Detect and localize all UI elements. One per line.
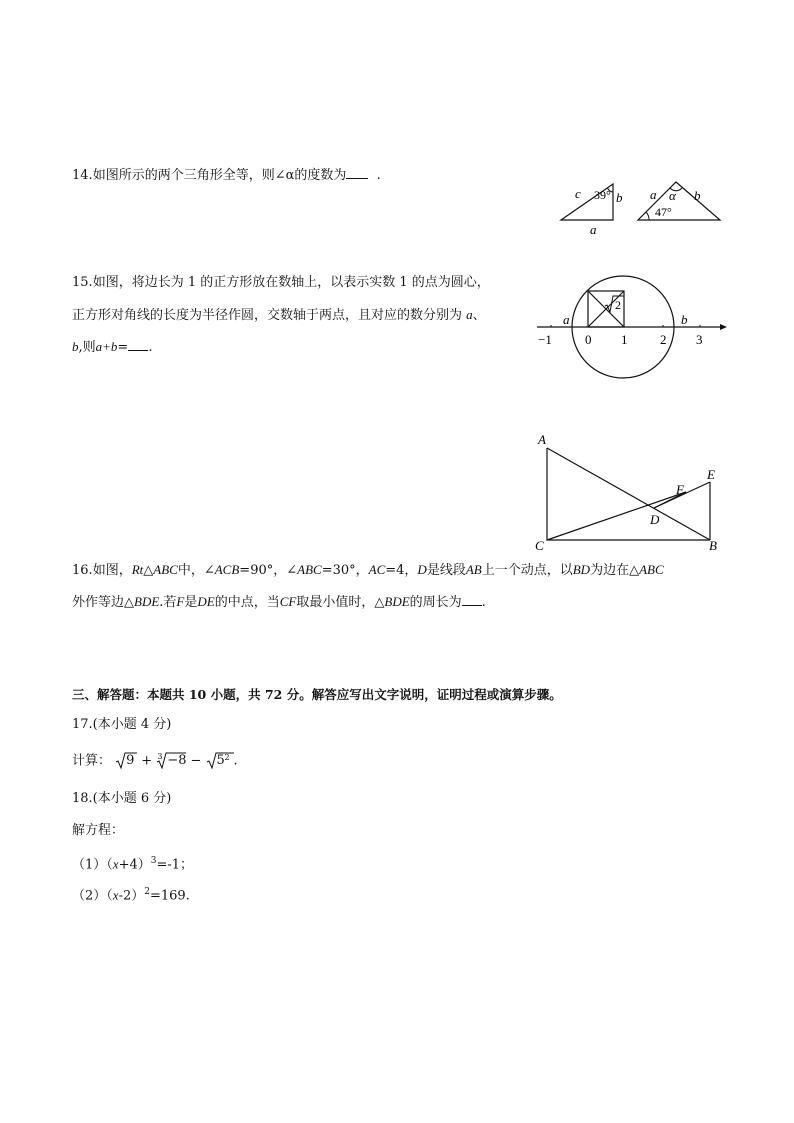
q15-line1: 如图，将边长为 1 的正方形放在数轴上，以表示实数 1 的点为圆心， (92, 275, 490, 290)
q15-var-b: b (72, 339, 79, 354)
q14-label-b1: b (616, 190, 623, 205)
q17-minus: − (190, 753, 202, 769)
q18-equation-2: $(2)(x-2)^2=169$. (72, 887, 190, 904)
q14-triangle-right (638, 182, 720, 220)
q16-text: 的中点，当 (214, 595, 280, 610)
q17-cbrt-neg8: 3 −8 (157, 752, 187, 768)
q17-title: 17.(本小题 4 分) (72, 717, 172, 732)
q16-label-B: B (709, 538, 717, 553)
q14-answer-blank[interactable] (346, 166, 368, 179)
q17-expression (72, 751, 238, 771)
q16-text: 的周长为 (409, 595, 462, 610)
q14-period: . (376, 168, 381, 183)
q15-tick-2: 2 (660, 332, 667, 347)
q18-equation-1: $(1)(x+4)^3=-1$； (72, 856, 194, 873)
question-15-line1 (72, 274, 490, 292)
q15-equals: = (117, 340, 129, 355)
q16-label-D: D (650, 512, 660, 527)
q16-text: .若 (159, 595, 177, 610)
q16-segment-CF (547, 492, 686, 540)
q17-sqrt-9: 9 (115, 751, 137, 771)
q16-f: F (176, 594, 185, 609)
q16-de: DE (197, 594, 215, 609)
q18-intro: 解方程： (72, 823, 125, 838)
q16-bd: BD (572, 562, 591, 577)
q15-tick-1: 1 (621, 332, 628, 347)
q14-label-47deg: 47° (655, 205, 672, 219)
q16-ab: AB (465, 562, 482, 577)
q14-text: 如图所示的两个三角形全等，则∠α的度数为 (92, 168, 347, 183)
q16-rt: Rt (131, 562, 144, 577)
q18-title: 18.(本小题 6 分) (72, 791, 172, 806)
question-16-line2 (72, 593, 486, 612)
q16-abc-end: ABC (639, 562, 664, 577)
q14-label-alpha: α (669, 188, 676, 203)
q16-acb: ACB (214, 562, 240, 577)
q16-label-F: F (676, 482, 684, 497)
q14-label-a1: a (590, 222, 597, 237)
q15-tick-3: 3 (696, 332, 703, 347)
q16-text: 外作等边△ (72, 595, 134, 610)
q16-ac: AC (368, 562, 386, 577)
q14-figure (552, 176, 732, 238)
q15-sep: 、 (472, 308, 486, 323)
q16-abc: ABC (153, 562, 178, 577)
question-16-line1 (72, 561, 664, 580)
q15-fig-label-b: b (681, 312, 688, 327)
q16-cf: CF (279, 594, 297, 609)
q16-bde-2: BDE (384, 594, 410, 609)
q15-number: 15. (72, 275, 93, 290)
q16-label-C: C (535, 538, 544, 553)
q15-then: ,则 (78, 340, 96, 355)
q15-period: . (148, 340, 153, 355)
q16-d: D (417, 562, 427, 577)
q15-tick-neg1: −1 (538, 332, 552, 347)
q16-label-A: A (538, 432, 546, 447)
q16-text: =4， (385, 563, 418, 578)
q15-sqrt2-label (605, 296, 624, 312)
q16-figure (530, 432, 730, 556)
section-3-heading: 三、解答题：本题共 10 小题，共 72 分。解答应写出文字说明，证明过程或演算步骤。 (72, 687, 562, 702)
question-15-line3 (72, 338, 152, 357)
q16-text: =90°，∠ (239, 563, 298, 578)
svg-text:2: 2 (615, 298, 621, 312)
q16-text: 是线段 (426, 563, 466, 578)
q15-answer-blank[interactable] (128, 338, 148, 351)
q15-axis-arrow-icon (720, 324, 727, 330)
q16-label-E: E (707, 467, 715, 482)
q16-number: 16. (72, 563, 93, 578)
q16-text: 中，∠ (177, 563, 215, 578)
q16-bde: BDE (134, 594, 160, 609)
q16-period: . (481, 595, 486, 610)
q17-period: . (233, 753, 238, 769)
q15-fig-label-a: a (563, 312, 570, 327)
q16-triangle-symbol: △ (143, 563, 154, 578)
q16-text: =30°， (321, 563, 369, 578)
question-15-line2 (72, 306, 486, 325)
q16-answer-blank[interactable] (462, 593, 482, 606)
q17-plus: + (141, 753, 153, 769)
q15-var-a: a (466, 307, 473, 322)
q15-figure (532, 270, 732, 386)
q16-text: 取最小值时，△ (296, 595, 385, 610)
q14-triangle-left (561, 184, 623, 237)
q16-text: 为边在△ (590, 563, 640, 578)
q14-number: 14. (72, 168, 93, 183)
q16-text: 上一个动点，以 (481, 563, 573, 578)
q14-label-c: c (575, 186, 581, 201)
q17-sqrt-5sq: 5 2 (206, 751, 234, 771)
q16-text: 如图， (92, 563, 132, 578)
q16-text: 是 (184, 595, 198, 610)
q15-line2: 正方形对角线的长度为半径作圆，交数轴于两点，且对应的数分别为 (72, 308, 463, 323)
q17-prefix: 计算： (72, 753, 112, 769)
q16-abc-angle: ABC (297, 562, 322, 577)
q15-expr: a+b (95, 339, 118, 354)
question-14 (72, 166, 381, 185)
q14-label-a2: a (650, 187, 657, 202)
q15-tick-0: 0 (585, 332, 592, 347)
q14-label-39deg: 39° (594, 188, 611, 202)
q14-label-b2: b (694, 188, 701, 203)
